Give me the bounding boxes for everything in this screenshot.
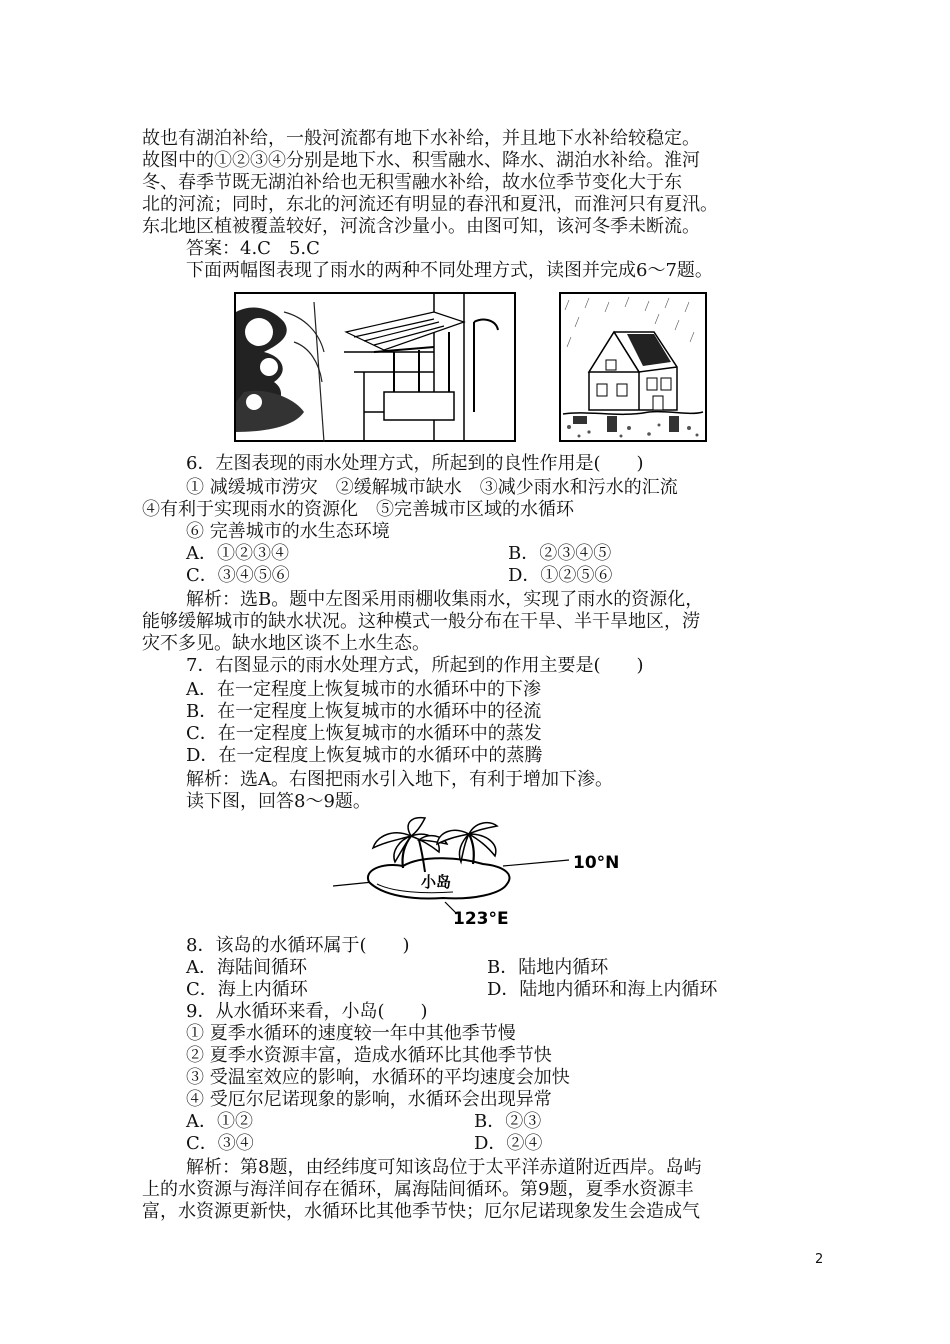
q7-option-d: D．在一定程度上恢复城市的水循环中的蒸腾 (186, 745, 543, 766)
q8-option-d: D．陆地内循环和海上内循环 (487, 979, 718, 1000)
para1-line-4: 北的河流；同时，东北的河流还有明显的春汛和夏汛，而淮河只有夏汛。 (142, 194, 718, 215)
q6-analysis-line-2: 能够缓解城市的缺水状况。这种模式一般分布在干旱、半干旱地区，涝 (142, 611, 700, 632)
latitude-label: 10°N (573, 853, 620, 873)
q7-option-a: A．在一定程度上恢复城市的水循环中的下渗 (186, 679, 541, 700)
q9-option-c: C．③④ (186, 1133, 254, 1154)
q6-items-line-1: ① 减缓城市涝灾 ②缓解城市缺水 ③减少雨水和污水的汇流 (186, 477, 678, 498)
q9-stem: 9．从水循环来看，小岛( ) (186, 1001, 428, 1022)
q6-option-b: B．②③④⑤ (508, 543, 612, 564)
para1-line-2: 故图中的①②③④分别是地下水、积雪融水、降水、湖泊水补给。淮河 (142, 150, 700, 171)
q6-items-line-3: ⑥ 完善城市的水生态环境 (186, 521, 390, 542)
q8-option-a: A．海陆间循环 (186, 957, 307, 978)
q6-stem: 6．左图表现的雨水处理方式，所起到的良性作用是( ) (186, 453, 644, 474)
intro-6-7: 下面两幅图表现了雨水的两种不同处理方式，读图并完成6～7题。 (186, 260, 713, 281)
q6-analysis-line-3: 灾不多见。缺水地区谈不上水生态。 (142, 633, 430, 654)
para1-line-1: 故也有湖泊补给，一般河流都有地下水补给，并且地下水补给较稳定。 (142, 128, 700, 149)
q8-stem: 8．该岛的水循环属于( ) (186, 935, 410, 956)
q6-option-c: C．③④⑤⑥ (186, 565, 290, 586)
q9-item-4: ④ 受厄尔尼诺现象的影响，水循环会出现异常 (186, 1089, 552, 1110)
q9-option-a: A．①② (186, 1111, 253, 1132)
intro-8-9: 读下图，回答8～9题。 (186, 791, 371, 812)
q6-option-a: A．①②③④ (186, 543, 289, 564)
para1-line-3: 冬、春季节既无湖泊补给也无积雪融水补给，故水位季节变化大于东 (142, 172, 682, 193)
longitude-label: 123°E (453, 909, 509, 926)
q6-analysis-line-1: 解析：选B。题中左图采用雨棚收集雨水，实现了雨水的资源化， (186, 589, 704, 610)
para1-line-5: 东北地区植被覆盖较好，河流含沙量小。由图可知，该河冬季未断流。 (142, 216, 700, 237)
rain-canopy-figure (234, 292, 516, 442)
analysis-8-9-line-1: 解析：第8题，由经纬度可知该岛位于太平洋赤道附近西岸。岛屿 (186, 1157, 702, 1178)
answer-4-5: 答案：4.C 5.C (186, 238, 320, 259)
analysis-8-9-line-2: 上的水资源与海洋间存在循环，属海陆间循环。第9题，夏季水资源丰 (142, 1179, 694, 1200)
island-figure (333, 814, 623, 926)
island-label: 小岛 (421, 873, 452, 891)
q9-option-b: B．②③ (474, 1111, 542, 1132)
q9-item-1: ① 夏季水循环的速度较一年中其他季节慢 (186, 1023, 516, 1044)
rain-infiltration-figure (559, 292, 707, 442)
page-number: 2 (815, 1252, 824, 1267)
q7-option-c: C．在一定程度上恢复城市的水循环中的蒸发 (186, 723, 542, 744)
q6-items-line-2: ④有利于实现雨水的资源化 ⑤完善城市区域的水循环 (142, 499, 574, 520)
q7-stem: 7．右图显示的雨水处理方式，所起到的作用主要是( ) (186, 655, 644, 676)
q7-analysis: 解析：选A。右图把雨水引入地下，有利于增加下渗。 (186, 769, 613, 790)
q8-option-b: B．陆地内循环 (487, 957, 609, 978)
q9-item-2: ② 夏季水资源丰富，造成水循环比其他季节快 (186, 1045, 552, 1066)
q6-option-d: D．①②⑤⑥ (508, 565, 613, 586)
q7-option-b: B．在一定程度上恢复城市的水循环中的径流 (186, 701, 542, 722)
q9-item-3: ③ 受温室效应的影响，水循环的平均速度会加快 (186, 1067, 570, 1088)
q8-option-c: C．海上内循环 (186, 979, 308, 1000)
analysis-8-9-line-3: 富，水资源更新快，水循环比其他季节快；厄尔尼诺现象发生会造成气 (142, 1201, 700, 1222)
q9-option-d: D．②④ (474, 1133, 543, 1154)
